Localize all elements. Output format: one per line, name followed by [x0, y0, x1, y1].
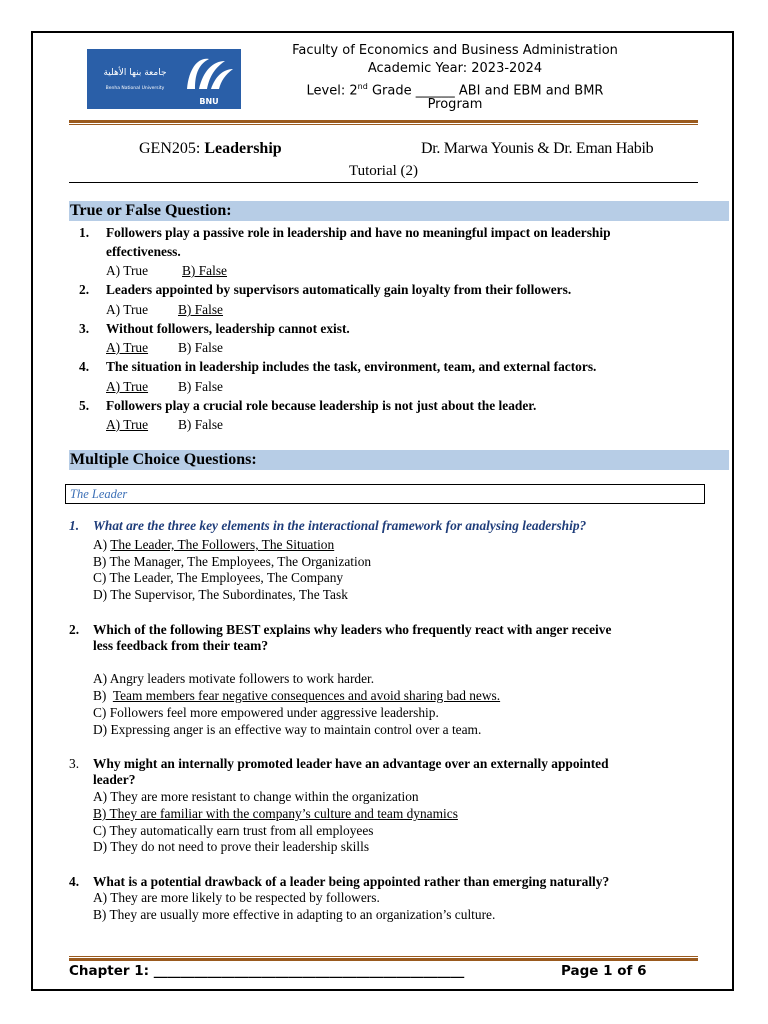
program-line: Program: [427, 97, 483, 112]
tf-q4-option-b[interactable]: B) False: [178, 379, 224, 394]
logo-abbr: BNU: [199, 97, 219, 106]
footer-rule: [69, 958, 698, 961]
mcq-section-title: Multiple Choice Questions:: [69, 450, 729, 470]
university-logo: [87, 49, 241, 109]
tf-q5-option-b[interactable]: B) False: [178, 417, 224, 432]
mcq-q1-option-b[interactable]: B) The Manager, The Employees, The Organization: [93, 554, 372, 569]
mcq-q3-option-c[interactable]: C) They automatically earn trust from all employees: [93, 823, 374, 838]
faculty-name: Faculty of Economics and Business Administration: [292, 43, 618, 58]
mcq-q3-option-b[interactable]: B) They are familiar with the company’s culture and team dynamics: [93, 806, 458, 821]
mcq-q2-option-a[interactable]: A) Angry leaders motivate followers to work harder.: [93, 671, 375, 686]
footer-page-number: Page 1 of 6: [561, 963, 647, 979]
tf-q3-num: 3.: [79, 321, 90, 336]
header-rule-thin: [69, 124, 698, 125]
tf-q2-text: Leaders appointed by supervisors automatically gain loyalty from their followers.: [106, 282, 572, 297]
tf-q3-option-b[interactable]: B) False: [178, 340, 224, 355]
mcq-q1-option-c[interactable]: C) The Leader, The Employees, The Company: [93, 570, 344, 585]
footer-chapter: Chapter 1: ______________________________________________: [69, 963, 465, 979]
course-rule: [69, 182, 698, 183]
tf-q2-option-b[interactable]: B) False: [178, 302, 224, 317]
tf-q3-text: Without followers, leadership cannot exist.: [106, 321, 350, 336]
mcq-q1-option-a[interactable]: A) The Leader, The Followers, The Situation: [93, 537, 335, 552]
mcq-q1-option-d[interactable]: D) The Supervisor, The Subordinates, The Task: [93, 587, 348, 602]
mcq-q2-text-cont: less feedback from their team?: [93, 638, 269, 653]
tf-q3-option-a[interactable]: A) True: [106, 340, 149, 355]
tf-q1-text-cont: effectiveness.: [106, 244, 181, 259]
footer-rule-thin: [69, 956, 698, 957]
mcq-q4-num: 4.: [69, 874, 80, 889]
tf-q2-option-a[interactable]: A) True: [106, 302, 149, 317]
mcq-q2-option-b[interactable]: B) Team members fear negative consequences and avoid sharing bad news.: [93, 688, 501, 703]
level-line: Level: 2nd Grade ______ ABI and EBM and BMR: [306, 82, 604, 99]
tf-q1-option-a[interactable]: A) True: [106, 263, 149, 278]
mcq-q4-option-a[interactable]: A) They are more likely to be respected by followers.: [93, 890, 380, 905]
subsection-the-leader: The Leader: [65, 484, 705, 504]
mcq-q2-option-d[interactable]: D) Expressing anger is an effective way to maintain control over a team.: [93, 722, 482, 737]
mcq-q4-option-b[interactable]: B) They are usually more effective in adapting to an organization’s culture.: [93, 907, 496, 922]
tf-q4-option-a[interactable]: A) True: [106, 379, 149, 394]
mcq-q1-text: What are the three key elements in the interactional framework for analysing leadership?: [93, 518, 587, 533]
mcq-q2-text: Which of the following BEST explains why leaders who frequently react with anger receive: [93, 622, 612, 637]
tf-q1-num: 1.: [79, 225, 90, 240]
mcq-q2-option-c[interactable]: C) Followers feel more empowered under aggressive leadership.: [93, 705, 439, 720]
mcq-q3-num: 3.: [69, 756, 80, 771]
tf-q5-text: Followers play a crucial role because leadership is not just about the leader.: [106, 398, 537, 413]
logo-text-en: Benha National University: [105, 86, 165, 91]
mcq-q3-text: Why might an internally promoted leader have an advantage over an externally appointed: [93, 756, 609, 771]
tf-section-title: True or False Question:: [69, 201, 729, 221]
logo-text-ar: جامعة بنها الأهلية: [103, 68, 167, 78]
instructors: Dr. Marwa Younis & Dr. Eman Habib: [421, 140, 654, 157]
mcq-q2-num: 2.: [69, 622, 80, 637]
mcq-q3-option-d[interactable]: D) They do not need to prove their leadership skills: [93, 839, 370, 854]
tf-q5-option-a[interactable]: A) True: [106, 417, 149, 432]
footer: [69, 963, 698, 979]
course-title: GEN205: Leadership: [139, 140, 282, 157]
mcq-q3-text-cont: leader?: [93, 772, 136, 787]
tf-q1-text: Followers play a passive role in leadership and have no meaningful impact on leadership: [106, 225, 611, 240]
tf-q1-option-b[interactable]: B) False: [182, 263, 228, 278]
tf-q2-num: 2.: [79, 282, 90, 297]
tf-q4-num: 4.: [79, 359, 90, 374]
mcq-q4-text: What is a potential drawback of a leader being appointed rather than emerging naturally?: [93, 874, 610, 889]
tutorial-number: Tutorial (2): [348, 163, 419, 179]
mcq-q3-option-a[interactable]: A) They are more resistant to change within the organization: [93, 789, 419, 804]
course-line: [69, 140, 698, 162]
header-rule: [69, 120, 698, 123]
mcq-q1-num: 1.: [69, 518, 80, 533]
academic-year: Academic Year: 2023-2024: [367, 61, 543, 76]
tf-q5-num: 5.: [79, 398, 90, 413]
tf-q4-text: The situation in leadership includes the task, environment, team, and external factors.: [106, 359, 597, 374]
